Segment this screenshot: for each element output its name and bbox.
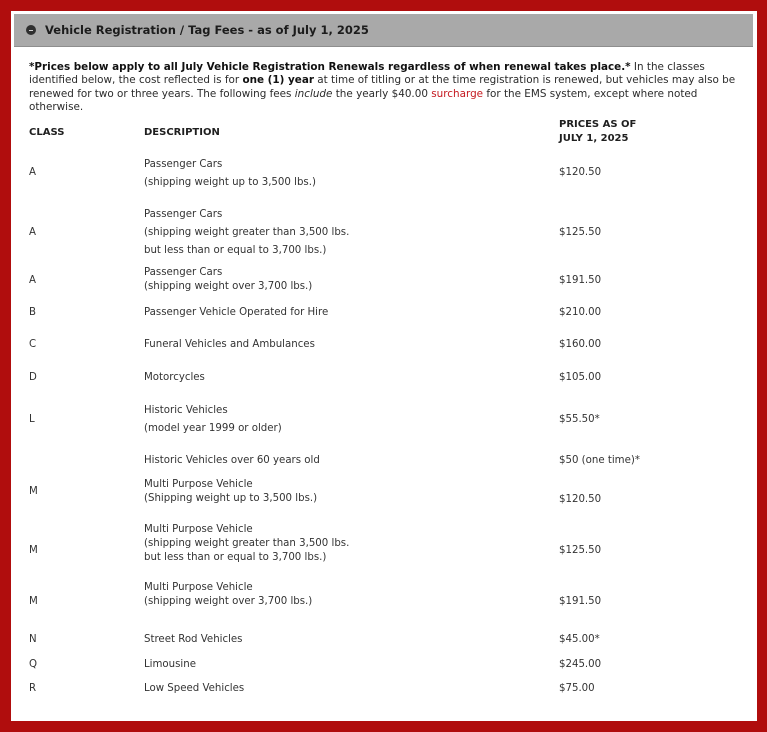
row-13-description xyxy=(144,656,524,673)
row-5-class: C xyxy=(29,339,37,350)
row-8-price: $50 (one time)* xyxy=(559,455,640,466)
row-9-description xyxy=(144,478,524,506)
row-12-price: $45.00* xyxy=(559,634,600,645)
section-header-bar[interactable] xyxy=(14,14,753,47)
row-6-price: $105.00 xyxy=(559,372,602,383)
row-2-price: $125.50 xyxy=(559,227,602,238)
row-11-desc-line-2: (shipping weight over 3,700 lbs.) xyxy=(144,596,313,607)
row-7-desc-line-2: (model year 1999 or older) xyxy=(144,423,282,434)
row-14-desc-line-1: Low Speed Vehicles xyxy=(144,683,245,694)
row-7-description xyxy=(144,402,524,438)
row-8-description xyxy=(144,452,524,469)
row-12-desc-line-1: Street Rod Vehicles xyxy=(144,634,243,645)
row-12-description xyxy=(144,631,524,648)
row-4-desc-line-1: Passenger Vehicle Operated for Hire xyxy=(144,307,329,318)
section-title: Vehicle Registration / Tag Fees - as of July 1, 2025 xyxy=(45,23,369,37)
row-10-desc-line-1: Multi Purpose Vehicle xyxy=(144,524,253,535)
row-3-price: $191.50 xyxy=(559,275,602,286)
intro-include: include xyxy=(294,87,333,100)
row-6-desc-line-1: Motorcycles xyxy=(144,372,205,383)
row-11-class: M xyxy=(29,596,38,607)
row-6-description xyxy=(144,369,524,386)
row-4-description xyxy=(144,304,524,321)
intro-paragraph xyxy=(29,61,741,114)
row-5-description xyxy=(144,336,524,353)
intro-text-2: at time of titling or at the time registration is renewed, but vehicles may also be renewed for two or three years. The following fees xyxy=(29,74,736,100)
intro-bold-note: *Prices below apply to all July Vehicle Registration Renewals regardless of when renewal takes place.* xyxy=(29,61,631,73)
row-7-price: $55.50* xyxy=(559,414,600,425)
row-4-class: B xyxy=(29,307,36,318)
row-2-desc-line-2: (shipping weight greater than 3,500 lbs. xyxy=(144,227,350,238)
surcharge-link[interactable]: surcharge xyxy=(431,87,484,100)
row-7-class: L xyxy=(29,414,35,425)
row-5-desc-line-1: Funeral Vehicles and Ambulances xyxy=(144,339,315,350)
row-5-price: $160.00 xyxy=(559,339,602,350)
collapse-circle-icon[interactable] xyxy=(26,25,36,35)
row-9-desc-line-1: Multi Purpose Vehicle xyxy=(144,479,253,490)
row-3-class: A xyxy=(29,275,36,286)
row-2-desc-line-3: but less than or equal to 3,700 lbs.) xyxy=(144,245,327,256)
row-9-desc-line-2: (Shipping weight up to 3,500 lbs.) xyxy=(144,493,318,504)
row-12-class: N xyxy=(29,634,37,645)
row-9-class: M xyxy=(29,486,38,497)
row-13-price: $245.00 xyxy=(559,659,602,670)
row-8-desc-line-1: Historic Vehicles over 60 years old xyxy=(144,455,320,466)
intro-text-3: the yearly $40.00 xyxy=(332,87,432,100)
row-6-class: D xyxy=(29,372,37,383)
row-3-desc-line-1: Passenger Cars xyxy=(144,267,223,278)
header-price xyxy=(559,118,636,146)
row-13-desc-line-1: Limousine xyxy=(144,659,196,670)
row-11-price: $191.50 xyxy=(559,596,602,607)
row-7-desc-line-1: Historic Vehicles xyxy=(144,405,228,416)
row-10-class: M xyxy=(29,545,38,556)
row-1-desc-line-2: (shipping weight up to 3,500 lbs.) xyxy=(144,177,316,188)
row-2-desc-line-1: Passenger Cars xyxy=(144,209,223,220)
intro-text-4: for the EMS system, except where noted otherwise. xyxy=(29,87,698,113)
row-10-description xyxy=(144,523,524,565)
row-14-price: $75.00 xyxy=(559,683,595,694)
row-10-price: $125.50 xyxy=(559,545,602,556)
row-3-description xyxy=(144,266,524,294)
row-2-class: A xyxy=(29,227,36,238)
row-11-description xyxy=(144,581,524,609)
row-1-description xyxy=(144,156,524,192)
header-price-line2: JULY 1, 2025 xyxy=(559,133,629,144)
row-4-price: $210.00 xyxy=(559,307,602,318)
header-price-line1: PRICES AS OF xyxy=(559,119,637,130)
row-1-price: $120.50 xyxy=(559,167,602,178)
header-description: DESCRIPTION xyxy=(144,127,220,138)
header-class: CLASS xyxy=(29,127,65,138)
row-14-description xyxy=(144,680,524,697)
row-14-class: R xyxy=(29,683,37,694)
row-13-class: Q xyxy=(29,659,38,670)
row-2-description xyxy=(144,206,524,260)
row-9-price: $120.50 xyxy=(559,494,602,505)
row-10-desc-line-2: (shipping weight greater than 3,500 lbs. xyxy=(144,538,350,549)
row-1-desc-line-1: Passenger Cars xyxy=(144,159,223,170)
row-3-desc-line-2: (shipping weight over 3,700 lbs.) xyxy=(144,281,313,292)
row-11-desc-line-1: Multi Purpose Vehicle xyxy=(144,582,253,593)
intro-text-1: In the classes identified below, the cost reflected is for xyxy=(29,61,705,87)
row-1-class: A xyxy=(29,167,36,178)
row-10-desc-line-3: but less than or equal to 3,700 lbs.) xyxy=(144,552,327,563)
intro-one-year: one (1) year xyxy=(242,74,314,87)
fees-panel xyxy=(11,11,757,721)
